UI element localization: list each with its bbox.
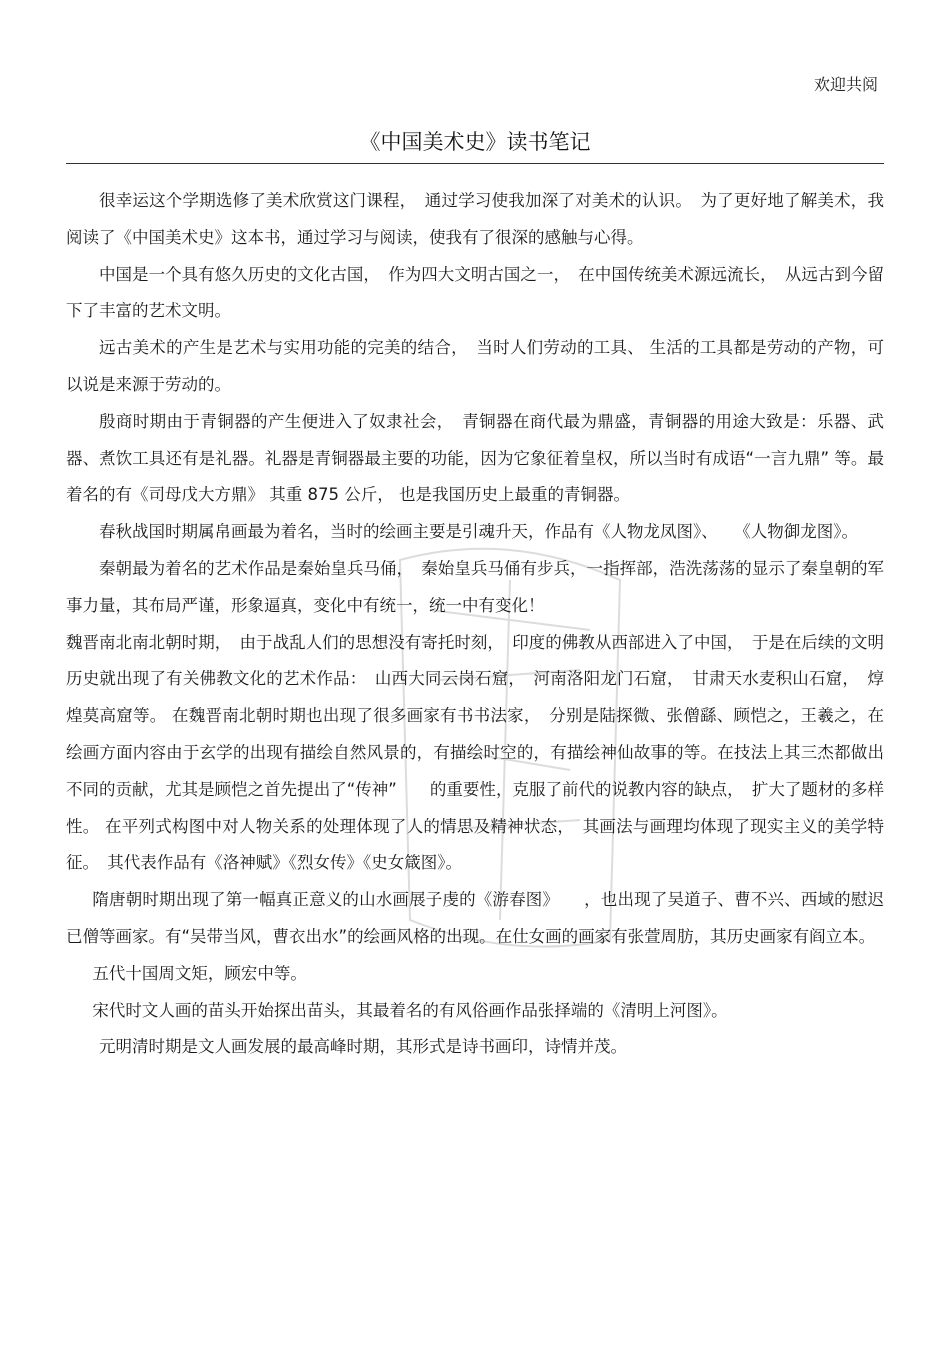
paragraph: 中国是一个具有悠久历史的文化古国， 作为四大文明古国之一， 在中国传统美术源远流长， 从远古到今留下了丰富的艺术文明。 [66,264,884,321]
paragraph: 春秋战国时期属帛画最为着名，当时的绘画主要是引魂升天，作品有《人物龙凤图》、 《人物御龙图》。 [99,522,858,542]
header-note: 欢迎共阅 [813,75,878,94]
title-divider [66,163,884,164]
paragraph: 宋代时文人画的苗头开始探出苗头，其最着名的有风俗画作品张择端的《清明上河图》。 [92,1000,728,1020]
paragraph: 五代十国周文矩，顾宏中等。 [92,963,307,983]
paragraph: 远古美术的产生是艺术与实用功能的完美的结合， 当时人们劳动的工具、 生活的工具都是劳动的产物，可以说是来源于劳动的。 [66,338,884,394]
document-title: 《中国美术史》读书笔记 [359,130,591,154]
paragraph: 元明清时期是文人画发展的最高峰时期，其形式是诗书画印，诗情并茂。 [99,1037,627,1057]
paragraph: 隋唐朝时期出现了第一幅真正意义的山水画展子虔的《游春图》 ，也出现了吴道子、曹不兴、西域的慰迟已僧等画家。有“吴带当风，曹衣出水”的绘画风格的出现。在仕女画的画家有张萱周肪，其历史画家有阎立本。 [66,890,884,946]
paragraph: 秦朝最为着名的艺术作品是秦始皇兵马俑， 秦始皇兵马俑有步兵，一指挥部，浩洗荡荡的显示了秦皇朝的军事力量，其布局严谨，形象逼真，变化中有统一，统一中有变化！ [66,558,884,615]
document-body [66,183,884,1066]
paragraph: 殷商时期由于青铜器的产生便进入了奴隶社会， 青铜器在商代最为鼎盛，青铜器的用途大致是：乐器、武器、煮饮工具还有是礼器。礼器是青铜器最主要的功能，因为它象征着皇权，所以当时有成语“一言九鼎” 等。最着名的有《司母戊大方鼎》 其重 875 公斤， 也是我国历史上最重的青铜器。 [66,411,884,505]
paragraph: 很幸运这个学期选修了美术欣赏这门课程， 通过学习使我加深了对美术的认识。 为了更好地了解美术，我阅读了《中国美术史》这本书，通过学习与阅读，使我有了很深的感触与心得。 [66,191,884,247]
paragraph: 魏晋南北南北朝时期， 由于战乱人们的思想没有寄托时刻， 印度的佛教从西部进入了中国， 于是在后续的文明历史就出现了有关佛教文化的艺术作品： 山西大同云岗石窟， 河南洛阳龙门石窟， 甘肃天水麦积山石窟， 焞煌莫高窟等。 在魏晋南北朝时期也出现了很多画家有书书法家， 分别是陆探微、张僧繇、顾恺之，王羲之，在绘画方面内容由于玄学的出现有描绘自然风景的，有描绘时空的，有描绘神仙故事的等。在技法上其三杰都做出不同的贡献，尤其是顾恺之首先提出了“传神” 的重要性，克服了前代的说教内容的缺点， 扩大了题材的多样性。 在平列式构图中对人物关系的处理体现了人的情思及精神状态， 其画法与画理均体现了现实主义的美学特征。 其代表作品有《洛神赋》《烈女传》《史女箴图》。 [66,632,884,873]
